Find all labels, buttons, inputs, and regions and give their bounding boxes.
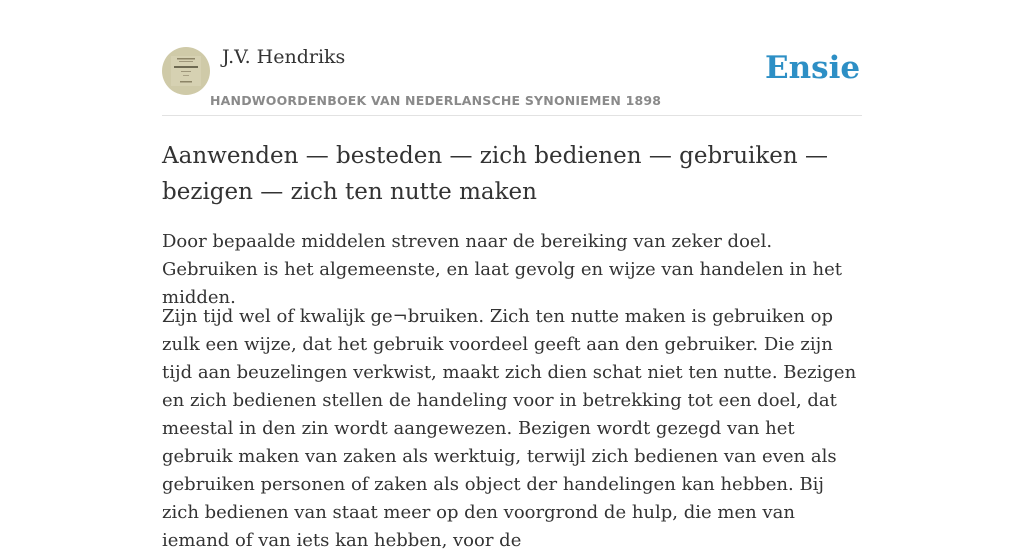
- book-cover-icon: [171, 56, 201, 86]
- article-title: Aanwenden — besteden — zich bedienen — gebruiken — bezigen — zich ten nutte maken: [162, 143, 829, 205]
- article-paragraph-1: Door bepaalde middelen streven naar de bereiking van zeker doel. Gebruiken is het algemeenste, en laat gevolg en wijze van handelen in het midden.: [162, 231, 842, 308]
- brand-logo[interactable]: Ensie: [765, 50, 861, 86]
- avatar[interactable]: [162, 47, 210, 95]
- header-divider: [162, 115, 862, 116]
- source-title[interactable]: HANDWOORDENBOEK VAN NEDERLANSCHE SYNONIEMEN 1898: [210, 93, 662, 108]
- article-paragraph-2: Zijn tijd wel of kwalijk ge¬bruiken. Zich ten nutte maken is gebruiken op zulk een wijze, dat het gebruik voordeel geeft aan den gebruiker. Die zijn tijd aan beuzelingen verkwist, maakt zich dien schat niet ten nutte. Bezigen en zich bedienen stellen de handeling voor in betrekking tot een doel, dat meestal in den zin wordt aangewezen. Bezigen wordt gezegd van het gebruik maken van zaken als werktuig, terwijl zich bedienen van even als gebruiken personen of zaken als object der handelingen kan hebben. Bij zich bedienen van staat meer op den voorgrond de hulp, die men van iemand of van iets kan hebben, voor de: [162, 306, 857, 551]
- author-name[interactable]: J.V. Hendriks: [222, 46, 346, 68]
